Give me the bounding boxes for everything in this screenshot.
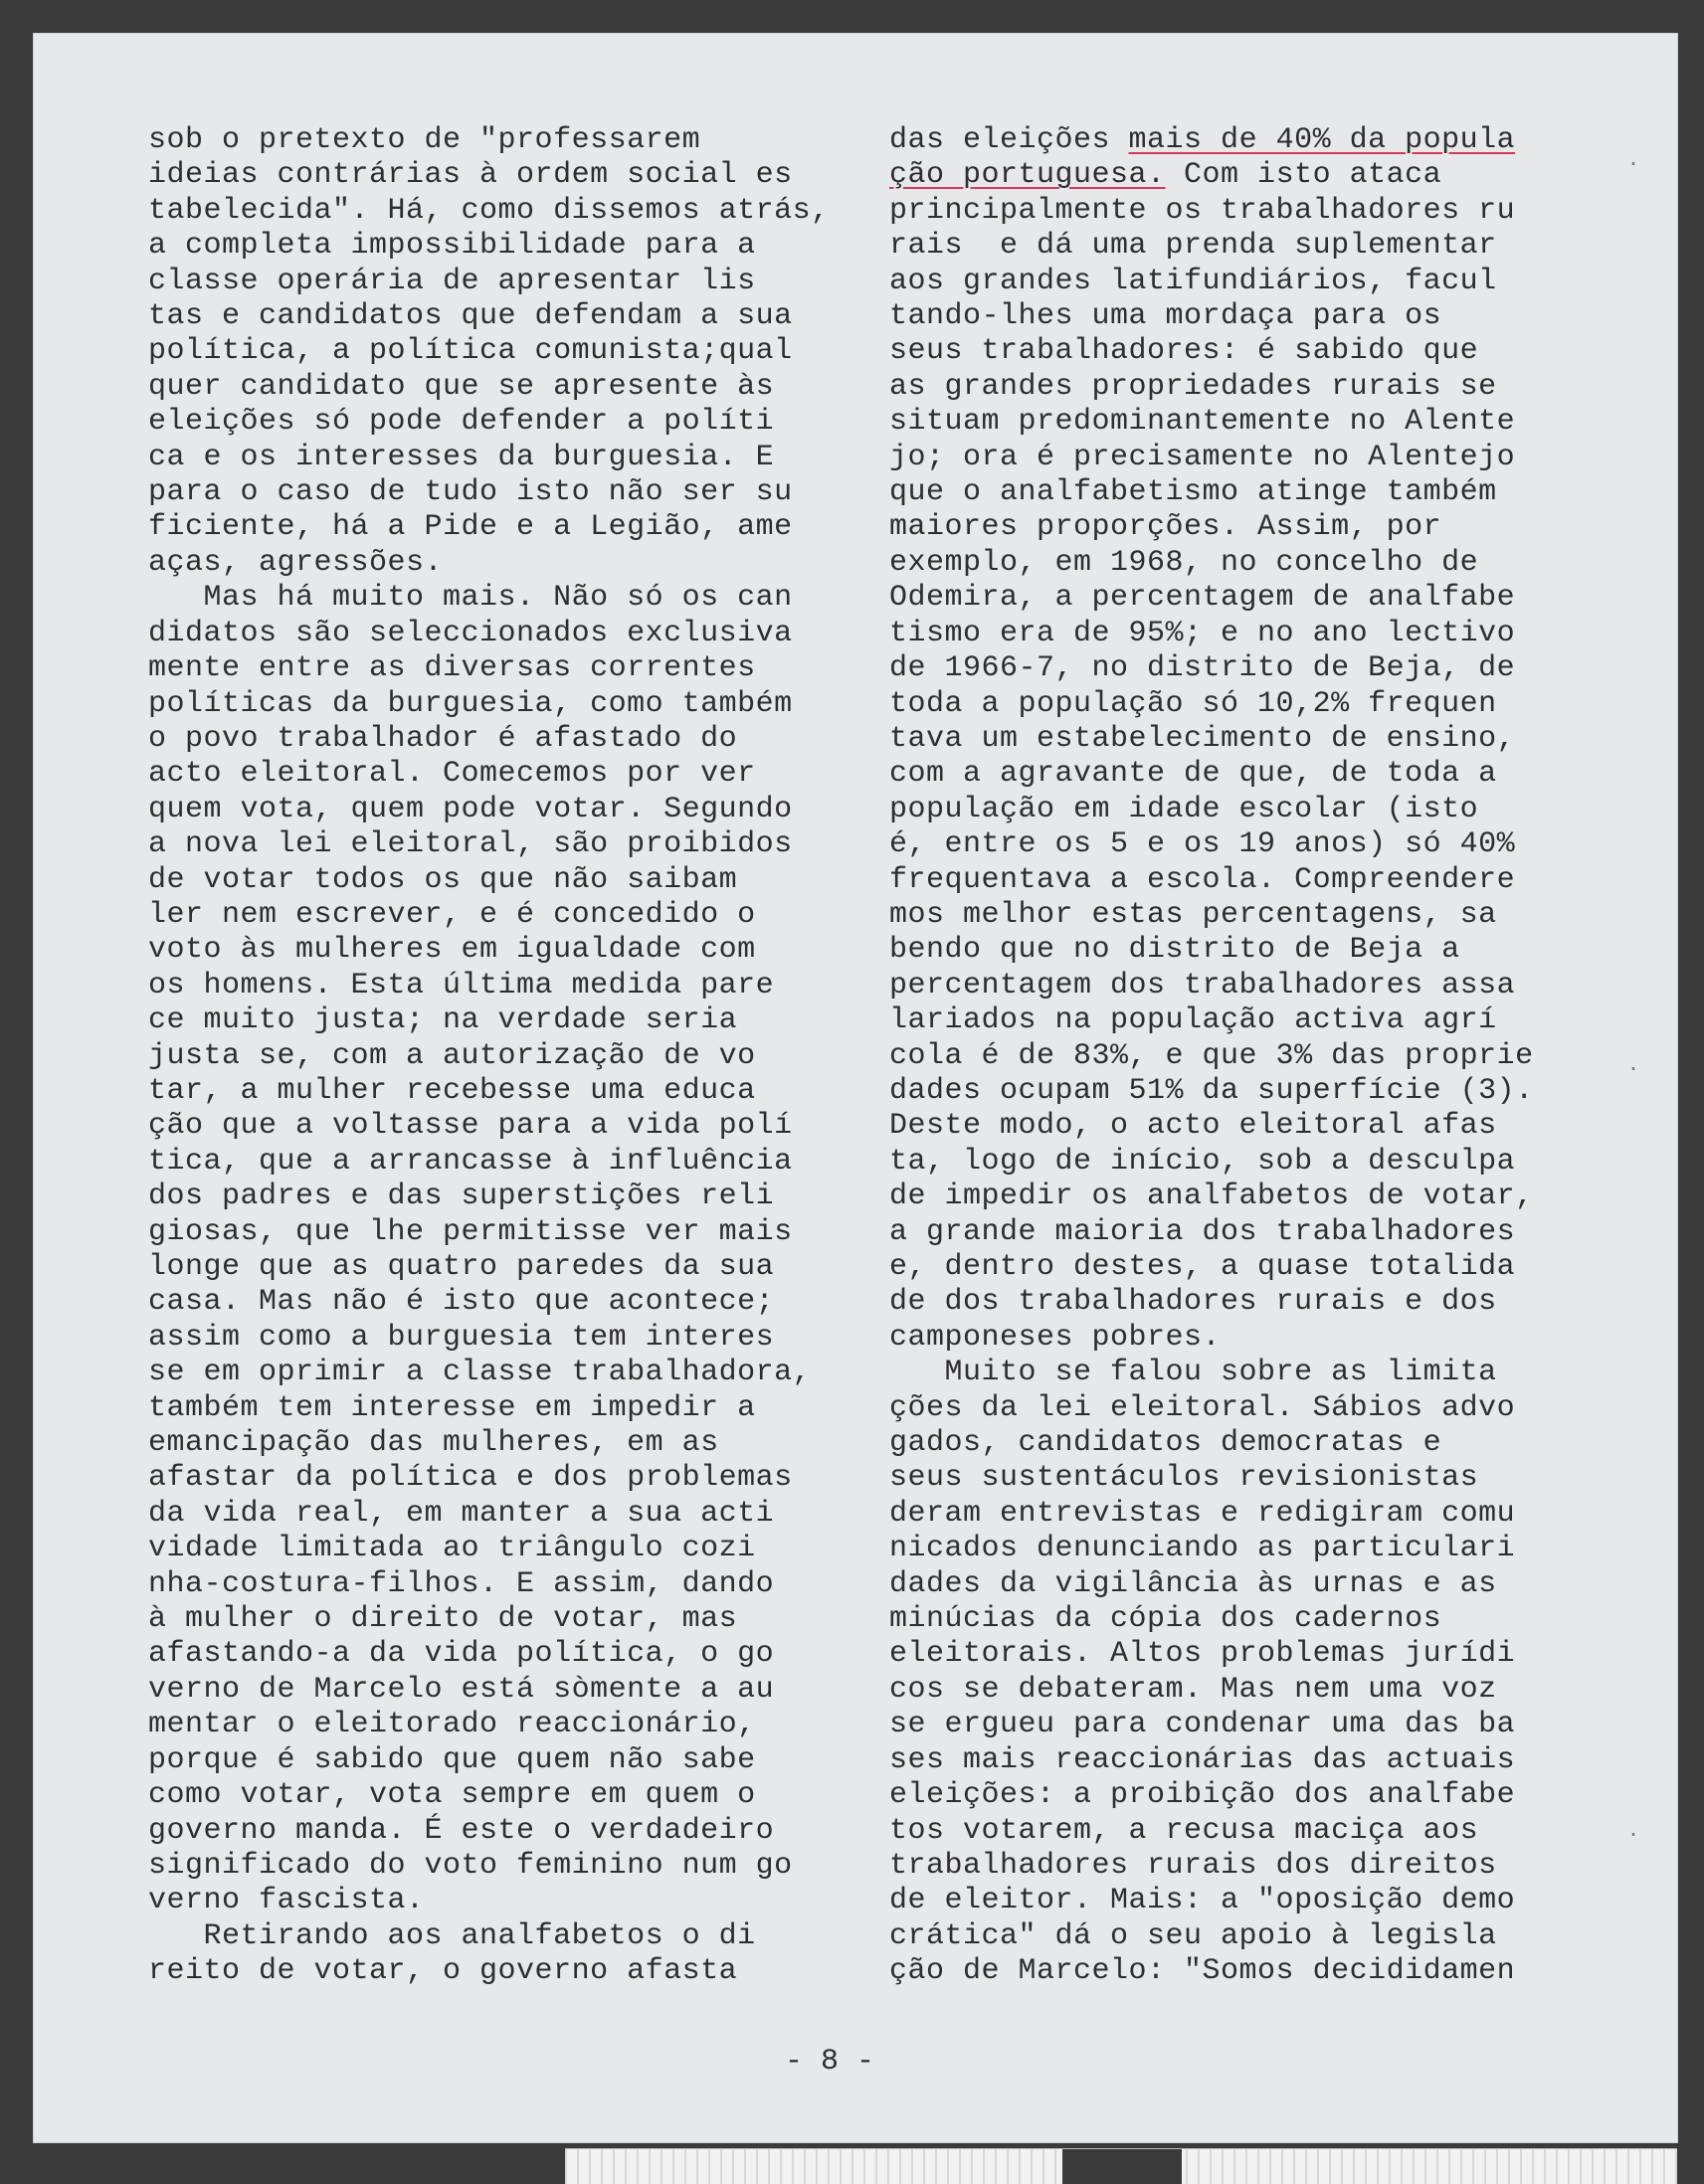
text-line: ta, logo de início, sob a desculpa [889, 1144, 1516, 1179]
text-line: mentar o eleitorado reaccionário, [148, 1708, 756, 1742]
text-line: rais e dá uma prenda suplementar [889, 229, 1497, 264]
text-line: se ergueu para condenar uma das ba [889, 1708, 1516, 1742]
text-line: nicados denunciando as particulari [889, 1532, 1516, 1566]
text-line: ção portuguesa. Com isto ataca [889, 158, 1442, 193]
text-line: a grande maioria dos trabalhadores [889, 1214, 1516, 1249]
text-line: acto eleitoral. Comecemos por ver [148, 757, 756, 792]
text-line: de impedir os analfabetos de votar, [889, 1180, 1534, 1214]
text-line: mente entre as diversas correntes [148, 651, 756, 686]
text-line: porque é sabido que quem não sabe [148, 1742, 756, 1777]
text-line: o povo trabalhador é afastado do [148, 721, 738, 756]
text-line: dos padres e das superstições reli [148, 1180, 775, 1214]
text-line: política, a política comunista;qual [148, 334, 793, 369]
text-line: e, dentro destes, a quase totalida [889, 1250, 1516, 1284]
text-line: das eleições mais de 40% da popula [889, 123, 1516, 157]
text-line: com a agravante de que, de toda a [889, 757, 1497, 792]
text-line: verno de Marcelo está sòmente a au [148, 1672, 775, 1707]
text-line: ce muito justa; na verdade seria [148, 1003, 738, 1038]
text-line: jo; ora é precisamente no Alentejo [889, 440, 1516, 474]
text-line: tava um estabelecimento de ensino, [889, 721, 1516, 756]
text-line: seus sustentáculos revisionistas [889, 1461, 1479, 1496]
text-line: eleitorais. Altos problemas jurídi [889, 1637, 1516, 1672]
text-line: justa se, com a autorização de vo [148, 1038, 756, 1073]
text-line: tismo era de 95%; e no ano lectivo [889, 616, 1516, 650]
text-line: classe operária de apresentar lis [148, 264, 756, 298]
text-line: ses mais reaccionárias das actuais [889, 1742, 1516, 1777]
text-line: afastar da política e dos problemas [148, 1461, 793, 1496]
text-line: tas e candidatos que defendam a sua [148, 299, 793, 334]
text-line: eleições: a proibição dos analfabe [889, 1778, 1516, 1813]
red-underline-highlight: ção portuguesa. [889, 158, 1166, 193]
text-line: eleições só pode defender a políti [148, 405, 775, 440]
text-line: exemplo, em 1968, no concelho de [889, 545, 1479, 580]
red-underline-highlight: mais de 40% da popula [1128, 123, 1516, 157]
text-line: cola é de 83%, e que 3% das proprie [889, 1038, 1534, 1073]
text-line: é, entre os 5 e os 19 anos) só 40% [889, 827, 1516, 862]
text-line: Retirando aos analfabetos o di [148, 1918, 756, 1953]
text-line: ção de Marcelo: "Somos decididamen [889, 1954, 1516, 1989]
text-line: a nova lei eleitoral, são proibidos [148, 827, 793, 862]
left-text-column [148, 123, 830, 1990]
text-line: ler nem escrever, e é concedido o [148, 897, 756, 932]
text-line: ção que a voltasse para a vida polí [148, 1109, 793, 1144]
text-line: também tem interesse em impedir a [148, 1390, 756, 1425]
text-line: ções da lei eleitoral. Sábios advo [889, 1390, 1516, 1425]
text-line: casa. Mas não é isto que acontece; [148, 1285, 775, 1320]
text-line: nha-costura-filhos. E assim, dando [148, 1566, 775, 1601]
text-line: vidade limitada ao triângulo cozi [148, 1532, 756, 1566]
text-line: dades da vigilância às urnas e as [889, 1566, 1497, 1601]
text-line: as grandes propriedades rurais se [889, 369, 1497, 404]
text-line: bendo que no distrito de Beja a [889, 933, 1460, 968]
text-line: percentagem dos trabalhadores assa [889, 968, 1516, 1002]
text-line: de votar todos os que não saibam [148, 862, 738, 897]
text-line: emancipação das mulheres, em as [148, 1426, 719, 1461]
text-line: mos melhor estas percentagens, sa [889, 897, 1497, 932]
text-line: tar, a mulher recebesse uma educa [148, 1073, 756, 1108]
text-line: dades ocupam 51% da superfície (3). [889, 1073, 1534, 1108]
text-line: governo manda. É este o verdadeiro [148, 1813, 775, 1848]
text-line: camponeses pobres. [889, 1320, 1222, 1355]
text-line: lariados na população activa agrí [889, 1003, 1497, 1038]
text-line: ca e os interesses da burguesia. E [148, 440, 775, 474]
text-line: como votar, vota sempre em quem o [148, 1778, 756, 1813]
text-line: tos votarem, a recusa maciça aos [889, 1813, 1479, 1848]
text-line: voto às mulheres em igualdade com [148, 933, 756, 968]
text-line: tabelecida". Há, como dissemos atrás, [148, 193, 830, 228]
text-line: os homens. Esta última medida pare [148, 968, 775, 1002]
text-line: verno fascista. [148, 1884, 425, 1918]
scale-ruler [565, 2148, 1677, 2184]
text-line: Muito se falou sobre as limita [889, 1356, 1497, 1390]
text-line: trabalhadores rurais dos direitos [889, 1848, 1497, 1883]
text-line: de 1966-7, no distrito de Beja, de [889, 651, 1516, 686]
text-line: Odemira, a percentagem de analfabe [889, 581, 1516, 616]
text-line: quem vota, quem pode votar. Segundo [148, 792, 793, 826]
text-line: ideias contrárias à ordem social es [148, 158, 793, 193]
margin-mark: · [1627, 153, 1640, 176]
text-line: maiores proporções. Assim, por [889, 510, 1442, 545]
text-line: frequentava a escola. Compreendere [889, 862, 1516, 897]
text-line: a completa impossibilidade para a [148, 229, 756, 264]
text-line: aos grandes latifundiários, facul [889, 264, 1497, 298]
text-line: toda a população só 10,2% frequen [889, 686, 1497, 721]
text-line: situam predominantemente no Alente [889, 405, 1516, 440]
text-line: da vida real, em manter a sua acti [148, 1496, 775, 1531]
text-line: cos se debateram. Mas nem uma voz [889, 1672, 1497, 1707]
text-line: sob o pretexto de "professarem [148, 123, 701, 157]
text-line: aças, agressões. [148, 545, 444, 580]
text-line: Deste modo, o acto eleitoral afas [889, 1109, 1497, 1144]
page-number: - 8 - [785, 2045, 875, 2079]
text-line: à mulher o direito de votar, mas [148, 1602, 738, 1637]
text-line: principalmente os trabalhadores ru [889, 193, 1516, 228]
margin-mark: · [1627, 1824, 1640, 1847]
text-line: didatos são seleccionados exclusiva [148, 616, 793, 650]
text-line: assim como a burguesia tem interes [148, 1320, 775, 1355]
margin-mark: · [1627, 1058, 1640, 1081]
text-line: longe que as quatro paredes da sua [148, 1250, 775, 1284]
document-page [34, 34, 1677, 2142]
text-line: reito de votar, o governo afasta [148, 1954, 738, 1989]
text-line: deram entrevistas e redigiram comu [889, 1496, 1516, 1531]
text-line: minúcias da cópia dos cadernos [889, 1602, 1442, 1637]
text-line: que o analfabetismo atinge também [889, 475, 1497, 510]
text-line: seus trabalhadores: é sabido que [889, 334, 1479, 369]
right-text-column [889, 123, 1534, 1990]
text-line: de eleitor. Mais: a "oposição demo [889, 1884, 1516, 1918]
text-line: quer candidato que se apresente às [148, 369, 775, 404]
text-line: para o caso de tudo isto não ser su [148, 475, 793, 510]
text-line: tando-lhes uma mordaça para os [889, 299, 1442, 334]
text-line: ficiente, há a Pide e a Legião, ame [148, 510, 793, 545]
text-line: se em oprimir a classe trabalhadora, [148, 1356, 812, 1390]
text-line: tica, que a arrancasse à influência [148, 1144, 793, 1179]
text-line: de dos trabalhadores rurais e dos [889, 1285, 1497, 1320]
text-line: Mas há muito mais. Não só os can [148, 581, 793, 616]
text-line: afastando-a da vida política, o go [148, 1637, 775, 1672]
text-line: políticas da burguesia, como também [148, 686, 793, 721]
text-line: população em idade escolar (isto [889, 792, 1479, 826]
text-line: giosas, que lhe permitisse ver mais [148, 1214, 793, 1249]
text-line: significado do voto feminino num go [148, 1848, 793, 1883]
text-line: crática" dá o seu apoio à legisla [889, 1918, 1497, 1953]
text-line: gados, candidatos democratas e [889, 1426, 1442, 1461]
